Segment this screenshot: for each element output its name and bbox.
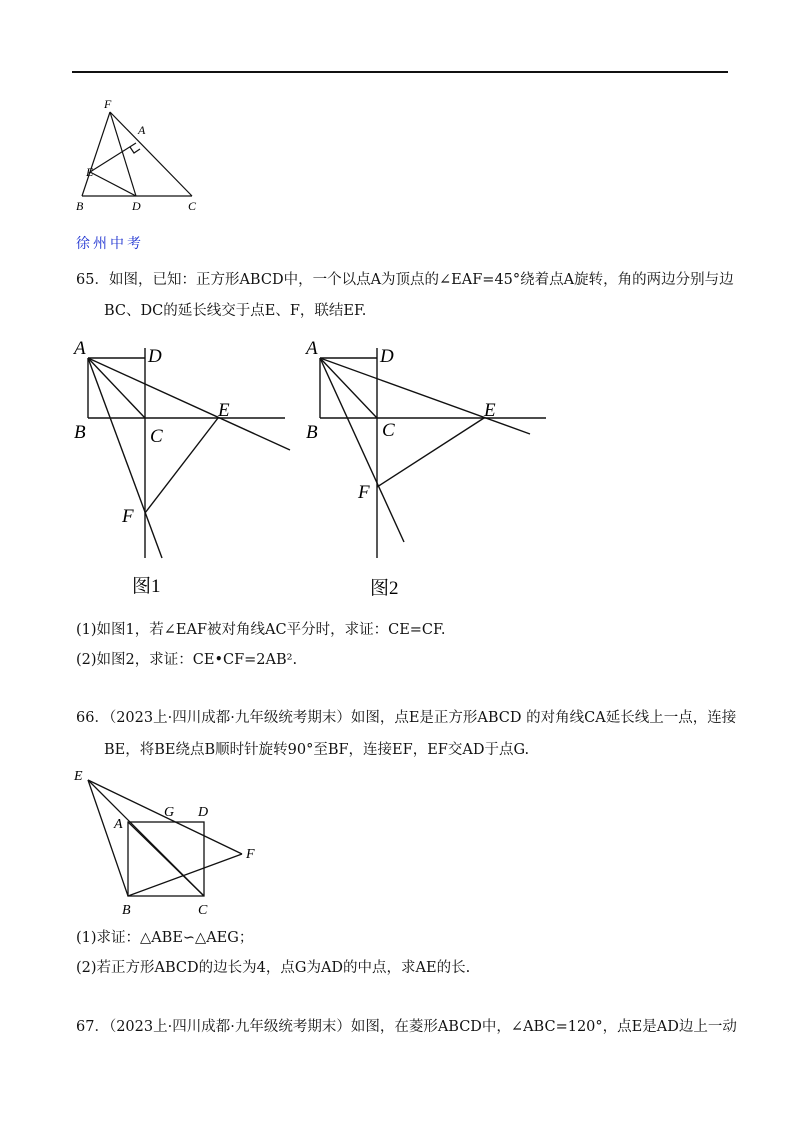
q66-sub2: (2)若正方形ABCD的边长为4，点G为AD的中点，求AE的长. bbox=[76, 960, 471, 976]
label-D: D bbox=[132, 199, 141, 213]
fig2-label-D: D bbox=[380, 346, 394, 367]
q66-figure bbox=[70, 766, 270, 918]
q66-label-E: E bbox=[74, 769, 83, 784]
fig1-label-B: B bbox=[74, 422, 86, 443]
top-triangle-figure bbox=[70, 92, 210, 214]
figure-1 bbox=[70, 336, 300, 606]
q66-label-C: C bbox=[198, 903, 208, 918]
q65-line2: BC、DC的延长线交于点E、F，联结EF. bbox=[104, 303, 367, 319]
q66-label-D: D bbox=[198, 805, 209, 820]
label-C: C bbox=[188, 199, 197, 213]
q66-line1: 66．（2023上·四川成都·九年级统考期末）如图，点E是正方形ABCD 的对角线CA延长线上一点，连接 bbox=[76, 710, 737, 726]
q66-label-B: B bbox=[122, 903, 131, 918]
fig1-label-C: C bbox=[150, 426, 163, 447]
section-title: 徐州中考 bbox=[76, 236, 144, 252]
header-rule bbox=[72, 71, 728, 73]
fig1-label-D: D bbox=[148, 346, 162, 367]
q65-sub2: (2)如图2，求证：CE•CF=2AB². bbox=[76, 652, 298, 668]
fig1-label-E: E bbox=[218, 400, 230, 421]
q66-line2: BE，将BE绕点B顺时针旋转90°至BF，连接EF，EF交AD于点G. bbox=[104, 742, 530, 758]
fig1-label-F: F bbox=[122, 506, 134, 527]
q66-sub1: (1)求证：△ABE∽△AEG； bbox=[76, 930, 254, 946]
label-F: F bbox=[104, 97, 112, 111]
fig2-label-E: E bbox=[484, 400, 496, 421]
figure-2 bbox=[302, 336, 552, 606]
fig2-label-B: B bbox=[306, 422, 318, 443]
fig2-caption: 图2 bbox=[370, 578, 399, 599]
label-B: B bbox=[76, 199, 84, 213]
label-E: E bbox=[86, 165, 94, 179]
label-A: A bbox=[138, 123, 146, 137]
q66-label-G: G bbox=[164, 805, 175, 820]
q65-sub1: (1)如图1，若∠EAF被对角线AC平分时，求证：CE=CF. bbox=[76, 622, 446, 638]
fig2-label-C: C bbox=[382, 420, 395, 441]
q67-line1: 67．（2023上·四川成都·九年级统考期末）如图，在菱形ABCD中，∠ABC=120°，点E是AD边上一动 bbox=[76, 1019, 737, 1035]
fig2-label-F: F bbox=[358, 482, 370, 503]
fig1-label-A: A bbox=[74, 338, 86, 359]
q65-line1: 65．如图，已知：正方形ABCD中，一个以点A为顶点的∠EAF=45°绕着点A旋转，角的两边分别与边 bbox=[76, 272, 734, 288]
q66-label-F: F bbox=[246, 847, 255, 862]
q66-label-A: A bbox=[114, 817, 123, 832]
fig2-label-A: A bbox=[306, 338, 318, 359]
fig1-caption: 图1 bbox=[132, 576, 161, 597]
